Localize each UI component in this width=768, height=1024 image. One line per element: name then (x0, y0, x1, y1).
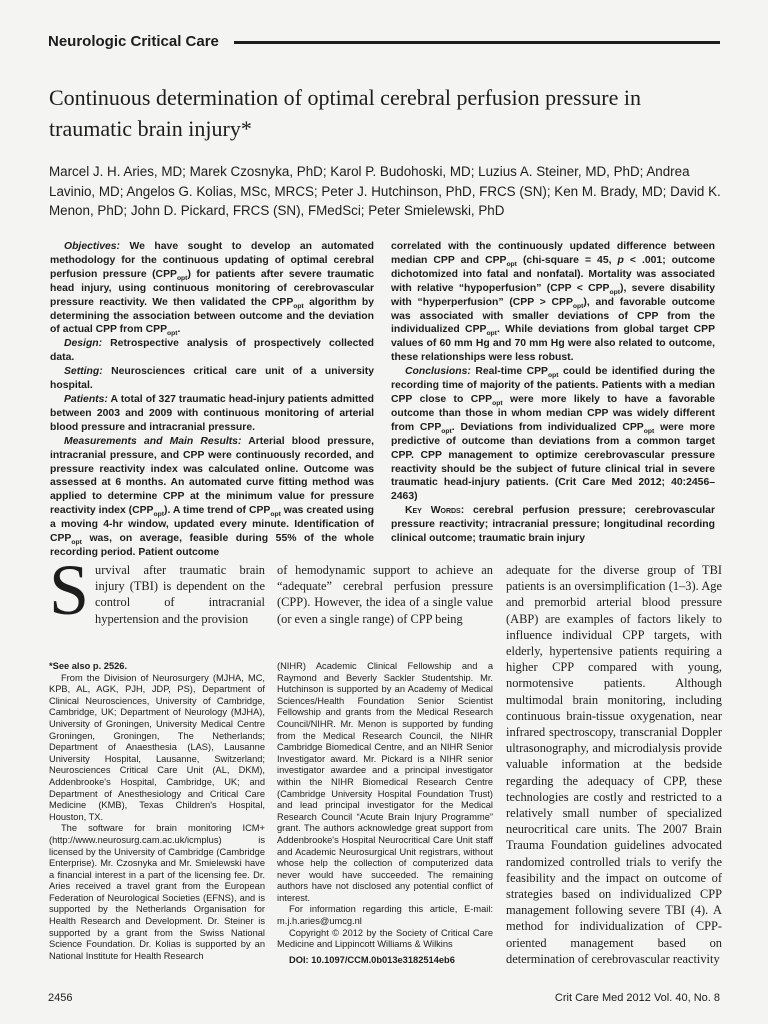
measurements-label: Measurements and Main Results: (64, 435, 242, 447)
subscript: opt (492, 400, 503, 408)
footnote-left (49, 661, 265, 962)
contact-note[interactable]: For information regarding this article, E-mail: m.j.h.aries@umcg.nl (277, 904, 493, 927)
subscript: opt (153, 511, 164, 519)
abstract-right-column (391, 240, 715, 546)
conclusions-text: Real-time CPP (470, 366, 548, 378)
body-column-3 (506, 562, 722, 967)
body-text: urvival after traumatic brain injury (TBI) is dependent on the control of intracranial hypertension and the provision (95, 563, 265, 626)
subscript: opt (270, 511, 281, 519)
measurements-text: Arterial blood pressure, intracranial pressure, and CPP were continuously recorded, and pressure reactivity index was calculated online. Outcome was assessed at 6 months. An automated curve fitting method was applied to determine CPP at the minimum value for pressure reactivity index (CPP (50, 435, 374, 517)
measurements-text: was created using a moving 4-hr window, updated every minute. Identification of CPP (50, 505, 374, 545)
subscript: opt (572, 302, 584, 310)
section-rule (234, 41, 720, 44)
conclusions-text: could be identified during the recording time of majority of the patients. Patients with a median CPP close to CPP (391, 366, 715, 405)
see-also-note: *See also p. 2526. (49, 661, 128, 671)
affiliations-note: From the Division of Neurosurgery (MJHA, MC, KPB, AL, AGK, PJH, JDP, PS), Department of Clinical Neurosciences, University of Cambridge, Cambridge, UK; Department of Neurology (MJHA), University of Groningen, University Medical Centre Groningen, Groningen, The Netherlands; Department of Anaesthesia (LAS), Lausanne University Hospital, Lausanne, Switzerland; Neurosciences Critical Care Unit (AL, DKM), Addenbrooke's Hospital, Cambridge, UK; and Department of Anesthesiology and Critical Care Medicine (KMB), Texas Children's Hospital, Houston, TX. (49, 672, 265, 822)
subscript: opt (167, 330, 178, 338)
subscript: opt (506, 260, 517, 268)
subscript: opt (441, 427, 452, 435)
subscript: opt (643, 427, 655, 435)
subscript: opt (547, 372, 559, 380)
setting-label: Setting: (64, 366, 103, 378)
subscript: opt (609, 288, 620, 296)
objectives-text: We have sought to develop an automated methodology for the continuous updating of optimal cerebral perfusion pressure (CPP (50, 241, 374, 280)
doi[interactable]: DOI: 10.1097/CCM.0b013e3182514eb6 (289, 954, 455, 965)
measurements-text: ), and favorable outcome was associated with smaller deviations of CPP from the individualized CPP (391, 296, 715, 336)
body-text: of hemodynamic support to achieve an “adequate” cerebral perfusion pressure (CPP). However, the idea of a single value (or even a single range) of CPP being (277, 563, 493, 626)
measurements-text: ), severe disability with “hyperperfusion” (CPP > CPP (391, 282, 715, 308)
setting-text: Neurosciences critical care unit of a university hospital. (50, 366, 374, 392)
design-label: Design: (64, 338, 103, 350)
p-value-symbol: p (617, 254, 624, 266)
subscript: opt (176, 274, 188, 282)
subscript: opt (71, 539, 82, 547)
measurements-text: correlated with the continuously updated difference between median CPP and CPP (391, 241, 715, 266)
objectives-text: algorithm by determining the association between outcome and the deviation of actual CPP from CPP (50, 296, 374, 336)
objectives-label: Objectives: (64, 241, 121, 252)
journal-citation: Crit Care Med 2012 Vol. 40, No. 8 (554, 992, 720, 1004)
section-heading: Neurologic Critical Care (48, 33, 219, 50)
conclusions-text: were more predictive of outcome than deviations from a common target CPP. CPP management to optimize cerebrovascular pressure reactivity should be the subject of future clinical trial in severe traumatic head-injury patients. (Crit Care Med 2012; 40:2456–2463) (391, 421, 715, 503)
measurements-text: ). A time trend of CPP (164, 505, 271, 517)
subscript: opt (293, 302, 304, 310)
patients-label: Patients: (64, 393, 108, 405)
page-number: 2456 (48, 992, 73, 1004)
conclusions-text: . Deviations from individualized CPP (451, 421, 644, 433)
conclusions-label: Conclusions: (405, 366, 471, 378)
abstract-left-column (50, 240, 374, 560)
body-text: adequate for the diverse group of TBI patients is an oversimplification (1–3). Age and premorbid arterial blood pressure (ABP) are examples of factors likely to influence individual CPP targets, with elderly, hypertensive patients requiring a higher CPP compared with young, normotensive patients. Although multimodal brain monitoring, including continuous brain-tissue oxygenation, near infrared spectroscopy, transcranial Doppler ultrasonography, and microdialysis provide valuable information at the bedside regarding the adequacy of CPP, these technologies are costly and restricted to a relatively small number of specialized neurocritical care units. The 2007 Brain Trauma Foundation guidelines advocated randomized controlled trials to verify the feasibility and the impact on outcome of strategies based on individualized CPP management following severe TBI (4). A method for individualization of CPP-oriented management based on determination of cerebrovascular reactivity (506, 563, 722, 966)
measurements-text: . While deviations from global target CPP values of 60 mm Hg and 70 mm Hg were also related to outcome, these relationships were less robust. (391, 324, 715, 364)
author-list: Marcel J. H. Aries, MD; Marek Czosnyka, PhD; Karol P. Budohoski, MD; Luzius A. Steiner, MD, PhD; Andrea Lavinio, MD; Angelos G. Kolias, MSc, MRCS; Peter J. Hutchinson, PhD, FRCS (SN); Ken M. Brady, MD; David K. Menon, PhD; John D. Pickard, FRCS (SN), FMedSci; Peter Smielewski, PhD (49, 164, 721, 218)
drop-cap: S (49, 550, 90, 630)
objectives-text: ) for patients after severe traumatic head injury, using continuous monitoring of cerebrovascular pressure reactivity. We then validated the CPP (50, 268, 374, 308)
funding-note: (NIHR) Academic Clinical Fellowship and a Raymond and Beverly Sackler Studentship. Mr. Hutchinson is supported by an Academy of Medical Sciences/Health Foundation Senior Scientist Fellowship and grants from the Medical Research Council/NIHR. Mr. Menon is supported by funding from the Medical Research Council, the NIHR Cambridge Biomedical Centre, and an NIHR Senior Investigator award. Mr. Pickard is a NIHR senior investigator awardee and a principal investigator within the NIHR Biomedical Research Centre (Cambridge University Hospital Foundation Trust) and lead principal investigator for the Medical Research Council “Acute Brain Injury Programme” grant. The authors acknowledge great support from Addenbrooke's Hospital Neurocritical Care Unit staff and Academic Neurosurgical Unit registrars, without whose help the collection of computerized data never would have succeeded. The remaining authors have not disclosed any potential conflict of interest. (277, 661, 493, 903)
measurements-text: was, on average, feasible during 55% of the whole recording period. Patient outcome (50, 533, 374, 558)
copyright-note: Copyright © 2012 by the Society of Critical Care Medicine and Lippincott Williams & Wilkins (277, 927, 493, 950)
body-column-1 (49, 550, 265, 630)
subscript: opt (486, 330, 497, 338)
keywords-label: Key Words: (405, 505, 465, 517)
objectives-text: . (177, 324, 181, 336)
footnote-middle (277, 661, 493, 966)
software-note: The software for brain monitoring ICM+ (http://www.neurosurg.cam.ac.uk/icmplus) is licensed by the University of Cambridge (Cambridge Enterprise). Mr. Czosnyka and Mr. Smielewski have a financial interest in a part of the licensing fee. Dr. Aries received a travel grant from the European Federation of Neurological Societies (EFNS), and is supported by the Netherlands Organisation for Health Research and Development. Dr. Steiner is supported by a grant from the Swiss National Science Foundation. Dr. Kolias is supported by an National Institute for Health Research (49, 823, 265, 961)
measurements-text: < .001; outcome dichotomized into fatal and nonfatal). Mortality was associated with relative “hypoperfusion” (CPP < CPP (391, 254, 715, 294)
measurements-text: (chi-square = 45, (516, 254, 618, 266)
patients-text: A total of 327 traumatic head-injury patients admitted between 2003 and 2009 with continuous monitoring of arterial blood pressure and intracranial pressure. (50, 393, 374, 433)
article-title: Continuous determination of optimal cerebral perfusion pressure in traumatic brain injury* (49, 85, 642, 141)
keywords-text: cerebral perfusion pressure; cerebrovascular pressure reactivity; intracranial pressure; longitudinal recording clinical outcome; traumatic brain injury (391, 505, 715, 545)
conclusions-text: were more likely to have a favorable outcome than those in whom median CPP was widely different from CPP (391, 393, 715, 433)
design-text: Retrospective analysis of prospectively collected data. (50, 338, 374, 364)
body-column-2 (277, 562, 493, 627)
